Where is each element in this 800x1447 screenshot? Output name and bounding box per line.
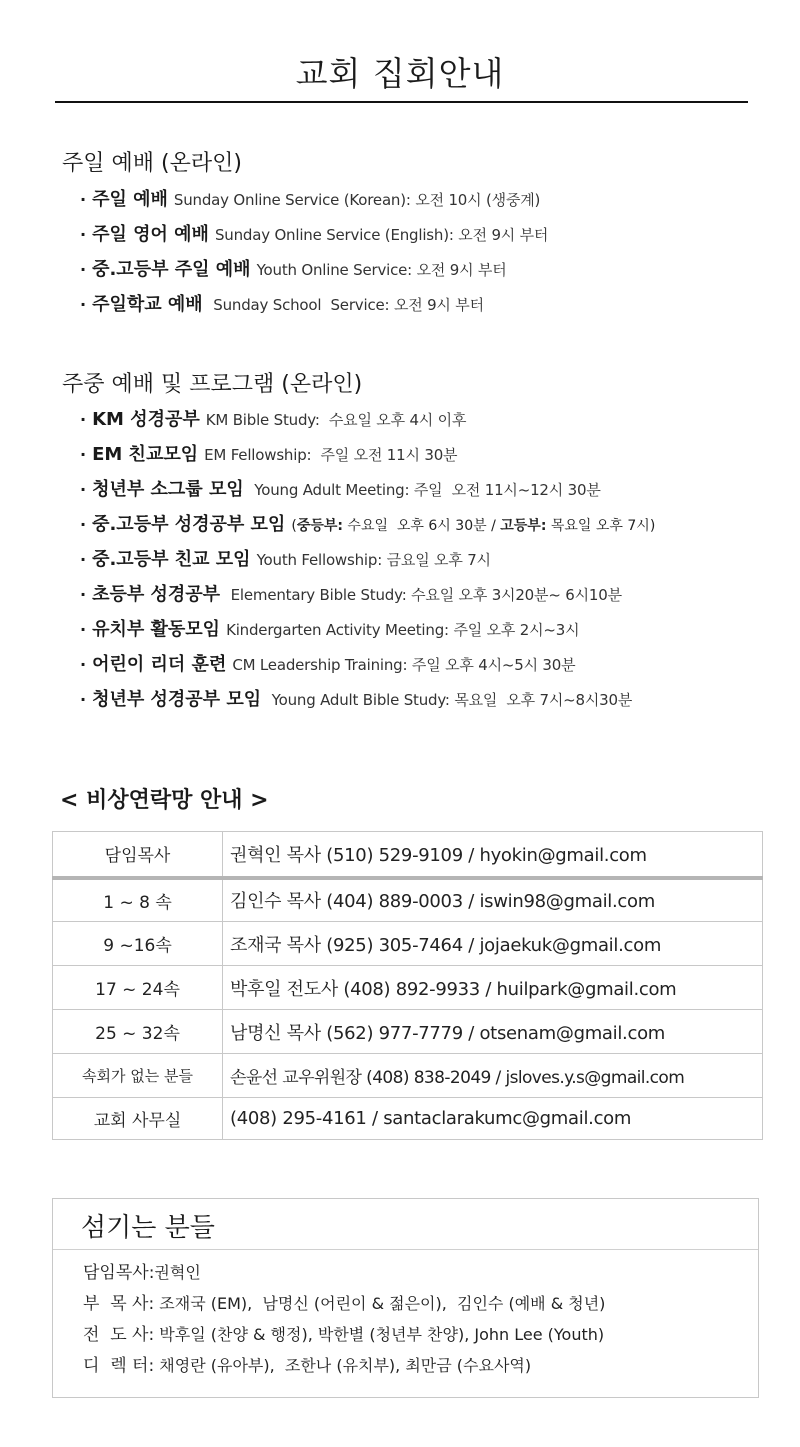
list-item xyxy=(80,182,548,217)
servants-label: 부 목 사: xyxy=(83,1294,155,1314)
table-row xyxy=(53,1098,763,1140)
bullet: · xyxy=(80,190,87,209)
bullet: · xyxy=(80,550,87,569)
contact-info: 권혁인 목사 (510) 529-9109 / hyokin@gmail.com xyxy=(223,832,763,878)
contact-role: 9 ~16속 xyxy=(53,922,223,966)
item-title: EM 친교모임 xyxy=(92,444,199,465)
contact-table xyxy=(52,831,763,1140)
servants-divider xyxy=(53,1249,758,1250)
contact-info: 조재국 목사 (925) 305-7464 / jojaekuk@gmail.com xyxy=(223,922,763,966)
item-title: 청년부 성경공부 모임 xyxy=(92,689,262,710)
item-title: 주일 예배 xyxy=(92,189,168,210)
item-detail: Young Adult Meeting: 주일 오전 11시~12시 30분 xyxy=(249,481,601,499)
high-school-label: 고등부: xyxy=(500,518,547,534)
paren: ( xyxy=(291,518,297,534)
list-item xyxy=(80,542,655,577)
contact-info: 김인수 목사 (404) 889-0003 / iswin98@gmail.com xyxy=(223,878,763,922)
high-school-time: 목요일 오후 7시) xyxy=(546,518,656,534)
servants-line xyxy=(83,1257,605,1288)
servants-line xyxy=(83,1288,605,1319)
servants-line xyxy=(83,1350,605,1381)
list-item xyxy=(80,507,655,542)
servants-names: 권혁인 xyxy=(154,1263,201,1282)
servants-line xyxy=(83,1319,605,1350)
sunday-heading: 주일 예배 (온라인) xyxy=(62,151,242,176)
servants-label: 담임목사: xyxy=(83,1263,155,1283)
contact-info: 남명신 목사 (562) 977-7779 / otsenam@gmail.com xyxy=(223,1010,763,1054)
contact-role: 담임목사 xyxy=(53,832,223,878)
item-title: 중.고등부 친교 모임 xyxy=(92,549,251,570)
contact-role: 교회 사무실 xyxy=(53,1098,223,1140)
sunday-list xyxy=(80,182,548,322)
bullet: · xyxy=(80,445,87,464)
list-item xyxy=(80,217,548,252)
item-title: 주일학교 예배 xyxy=(92,294,203,315)
servants-names: 채영란 (유아부), 조한나 (유치부), 최만금 (수요사역) xyxy=(154,1356,532,1375)
item-title: 청년부 소그룹 모임 xyxy=(92,479,244,500)
page-title: 교회 집회안내 xyxy=(295,54,505,93)
item-detail: CM Leadership Training: 주일 오후 4시~5시 30분 xyxy=(232,656,576,674)
list-item xyxy=(80,647,655,682)
item-detail: KM Bible Study: 수요일 오후 4시 이후 xyxy=(205,411,467,429)
bullet: · xyxy=(80,260,87,279)
bullet: · xyxy=(80,410,87,429)
table-row xyxy=(53,1054,763,1098)
list-item xyxy=(80,577,655,612)
item-detail: Sunday Online Service (English): 오전 9시 부터 xyxy=(214,226,549,244)
contact-role: 25 ~ 32속 xyxy=(53,1010,223,1054)
item-title: 초등부 성경공부 xyxy=(92,584,221,605)
table-row xyxy=(53,966,763,1010)
servants-list xyxy=(83,1257,605,1381)
servants-box xyxy=(52,1198,759,1398)
bullet: · xyxy=(80,585,87,604)
servants-label: 전 도 사: xyxy=(83,1325,155,1345)
item-detail: Sunday Online Service (Korean): 오전 10시 (생중계) xyxy=(173,191,541,209)
table-row xyxy=(53,1010,763,1054)
bullet: · xyxy=(80,225,87,244)
servants-label: 디 렉 터: xyxy=(83,1356,155,1376)
contact-info: 손윤선 교우위원장 (408) 838-2049 / jsloves.y.s@gmail.com xyxy=(223,1054,763,1098)
contact-role: 1 ~ 8 속 xyxy=(53,878,223,922)
bullet: · xyxy=(80,620,87,639)
table-row xyxy=(53,832,763,878)
contact-role: 17 ~ 24속 xyxy=(53,966,223,1010)
weekday-heading: 주중 예배 및 프로그램 (온라인) xyxy=(62,372,363,397)
item-title: 중.고등부 주일 예배 xyxy=(92,259,251,280)
list-item xyxy=(80,472,655,507)
title-divider xyxy=(55,101,748,103)
item-detail: Young Adult Bible Study: 목요일 오후 7시~8시30분 xyxy=(267,691,633,709)
item-detail: Elementary Bible Study: 수요일 오후 3시20분~ 6시10분 xyxy=(226,586,622,604)
servants-names: 조재국 (EM), 남명신 (어린이 & 젊은이), 김인수 (예배 & 청년) xyxy=(154,1294,606,1313)
youth-study-detail xyxy=(291,518,655,534)
bullet: · xyxy=(80,480,87,499)
table-row xyxy=(53,878,763,922)
list-item xyxy=(80,402,655,437)
bullet: · xyxy=(80,515,87,534)
item-title: 중.고등부 성경공부 모임 xyxy=(92,514,286,535)
middle-school-label: 중등부: xyxy=(296,518,343,534)
item-title: KM 성경공부 xyxy=(92,409,200,430)
bullet: · xyxy=(80,295,87,314)
list-item xyxy=(80,682,655,717)
item-detail: Kindergarten Activity Meeting: 주일 오후 2시~3시 xyxy=(226,621,580,639)
bullet: · xyxy=(80,655,87,674)
servants-heading: 섬기는 분들 xyxy=(81,1213,215,1243)
item-detail: Youth Fellowship: 금요일 오후 7시 xyxy=(256,551,491,569)
list-item xyxy=(80,437,655,472)
middle-school-time: 수요일 오후 6시 30분 / xyxy=(342,518,501,534)
emergency-heading: < 비상연락망 안내 > xyxy=(60,788,269,813)
weekday-list xyxy=(80,402,655,717)
item-detail: Youth Online Service: 오전 9시 부터 xyxy=(256,261,507,279)
contact-info: 박후일 전도사 (408) 892-9933 / huilpark@gmail.com xyxy=(223,966,763,1010)
item-title: 어린이 리더 훈련 xyxy=(92,654,227,675)
servants-names: 박후일 (찬양 & 행정), 박한별 (청년부 찬양), John Lee (Youth) xyxy=(154,1325,605,1344)
item-detail: Sunday School Service: 오전 9시 부터 xyxy=(208,296,484,314)
contact-role: 속회가 없는 분들 xyxy=(53,1054,223,1098)
item-title: 유치부 활동모임 xyxy=(92,619,221,640)
list-item xyxy=(80,287,548,322)
item-detail: EM Fellowship: 주일 오전 11시 30분 xyxy=(204,446,458,464)
list-item xyxy=(80,252,548,287)
contact-info: (408) 295-4161 / santaclarakumc@gmail.com xyxy=(223,1098,763,1140)
table-row xyxy=(53,922,763,966)
item-title: 주일 영어 예배 xyxy=(92,224,209,245)
bullet: · xyxy=(80,690,87,709)
list-item xyxy=(80,612,655,647)
